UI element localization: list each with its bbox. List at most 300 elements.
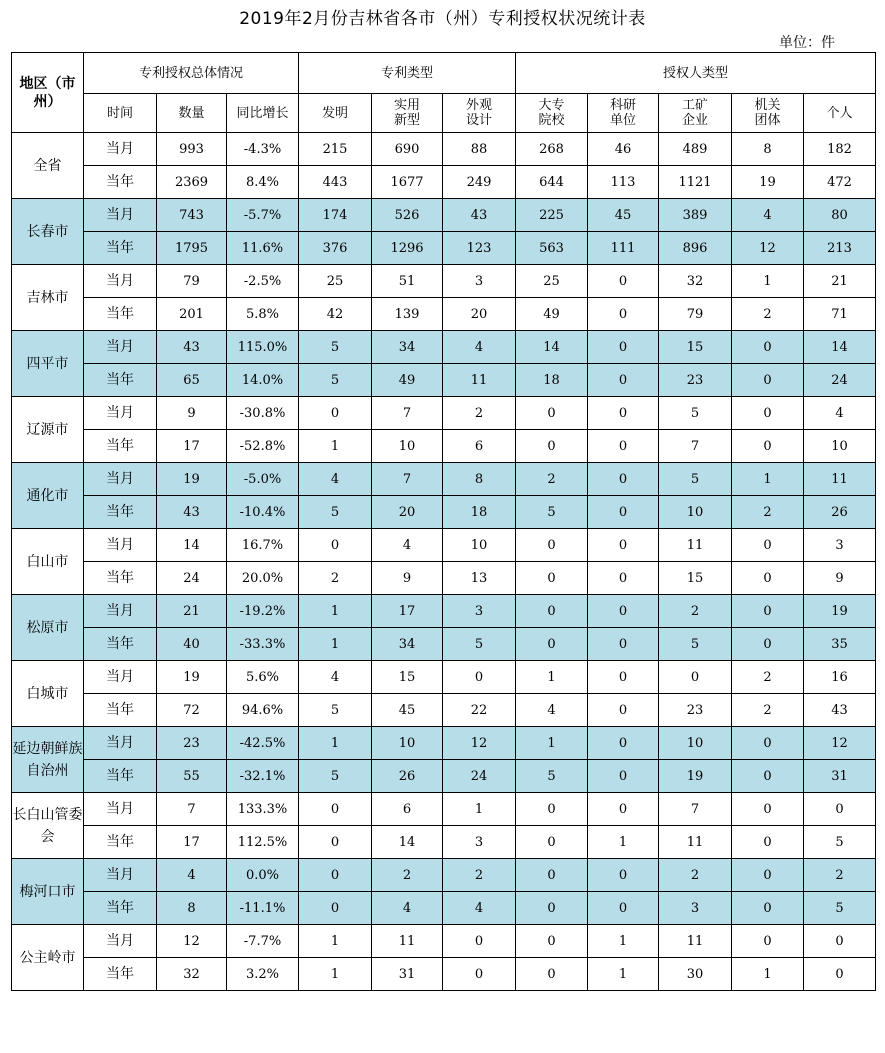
table-cell: 26 <box>372 760 443 793</box>
header-region: 地区（市州） <box>12 53 84 133</box>
table-cell: 23 <box>659 364 732 397</box>
table-cell: 24 <box>443 760 516 793</box>
table-cell: 9 <box>157 397 227 430</box>
table-cell: 0 <box>299 892 372 925</box>
table-row <box>12 133 876 166</box>
region-group <box>12 133 876 199</box>
table-cell: 1 <box>299 925 372 958</box>
table-cell: -33.3% <box>227 628 299 661</box>
table-cell: 49 <box>372 364 443 397</box>
table-cell: 0 <box>588 727 659 760</box>
period-cell: 当年 <box>84 562 157 595</box>
table-cell: 21 <box>157 595 227 628</box>
table-cell: 5 <box>299 496 372 529</box>
region-group <box>12 463 876 529</box>
table-cell: 0 <box>732 892 804 925</box>
table-cell: 0 <box>732 331 804 364</box>
table-cell: 5 <box>299 364 372 397</box>
table-cell: 0 <box>516 958 588 991</box>
table-cell: 11 <box>659 529 732 562</box>
region-name: 白山市 <box>12 529 84 595</box>
table-cell: 1677 <box>372 166 443 199</box>
table-cell: 4 <box>157 859 227 892</box>
table-cell: 0 <box>588 463 659 496</box>
region-name: 松原市 <box>12 595 84 661</box>
table-cell: 5 <box>659 628 732 661</box>
table-cell: 993 <box>157 133 227 166</box>
table-cell: -4.3% <box>227 133 299 166</box>
period-cell: 当年 <box>84 628 157 661</box>
region-group <box>12 793 876 859</box>
table-cell: 16 <box>804 661 876 694</box>
table-cell: 1 <box>516 661 588 694</box>
table-cell: 0 <box>588 496 659 529</box>
region-group <box>12 265 876 331</box>
table-cell: 17 <box>372 595 443 628</box>
table-cell: 1 <box>299 727 372 760</box>
header-group-grantee: 授权人类型 <box>516 53 876 94</box>
table-cell: 49 <box>516 298 588 331</box>
table-cell: 2369 <box>157 166 227 199</box>
table-cell: 17 <box>157 826 227 859</box>
table-cell: -7.7% <box>227 925 299 958</box>
header-group-type: 专利类型 <box>299 53 516 94</box>
region-group <box>12 661 876 727</box>
table-cell: 111 <box>588 232 659 265</box>
table-cell: 10 <box>804 430 876 463</box>
table-cell: 32 <box>157 958 227 991</box>
table-cell: 1 <box>299 430 372 463</box>
region-name: 全省 <box>12 133 84 199</box>
period-cell: 当年 <box>84 232 157 265</box>
table-cell: 644 <box>516 166 588 199</box>
table-cell: 0 <box>516 562 588 595</box>
table-cell: -2.5% <box>227 265 299 298</box>
table-cell: 4 <box>804 397 876 430</box>
table-cell: 16.7% <box>227 529 299 562</box>
header-col-yoy: 同比增长 <box>227 94 299 133</box>
table-cell: 5 <box>659 463 732 496</box>
period-cell: 当月 <box>84 133 157 166</box>
table-cell: 14 <box>516 331 588 364</box>
table-cell: 0 <box>588 364 659 397</box>
table-cell: 12 <box>443 727 516 760</box>
table-cell: 2 <box>516 463 588 496</box>
table-cell: 5.6% <box>227 661 299 694</box>
region-group <box>12 331 876 397</box>
table-cell: 43 <box>157 496 227 529</box>
table-cell: 0 <box>299 859 372 892</box>
table-cell: 43 <box>157 331 227 364</box>
table-cell: 0 <box>804 793 876 826</box>
table-cell: 94.6% <box>227 694 299 727</box>
table-cell: 5 <box>516 496 588 529</box>
table-cell: 213 <box>804 232 876 265</box>
table-row <box>12 661 876 694</box>
table-cell: 0 <box>732 859 804 892</box>
table-cell: 19 <box>804 595 876 628</box>
table-cell: 0 <box>299 529 372 562</box>
table-cell: 0 <box>299 826 372 859</box>
table-cell: 6 <box>443 430 516 463</box>
table-cell: 2 <box>732 694 804 727</box>
table-cell: -5.7% <box>227 199 299 232</box>
table-cell: 2 <box>443 397 516 430</box>
table-cell: 7 <box>372 397 443 430</box>
table-cell: 1795 <box>157 232 227 265</box>
table-cell: 0 <box>516 628 588 661</box>
table-cell: 7 <box>659 430 732 463</box>
table-cell: 65 <box>157 364 227 397</box>
table-row <box>12 760 876 793</box>
table-cell: 9 <box>372 562 443 595</box>
table-cell: 45 <box>372 694 443 727</box>
table-cell: 1 <box>732 265 804 298</box>
region-name: 公主岭市 <box>12 925 84 991</box>
table-cell: 5 <box>299 760 372 793</box>
table-cell: 5 <box>804 826 876 859</box>
table-cell: 5 <box>299 331 372 364</box>
table-cell: 215 <box>299 133 372 166</box>
table-cell: 0 <box>588 793 659 826</box>
table-row <box>12 628 876 661</box>
table-cell: -5.0% <box>227 463 299 496</box>
table-cell: 4 <box>516 694 588 727</box>
table-cell: 34 <box>372 331 443 364</box>
table-row <box>12 463 876 496</box>
table-row <box>12 925 876 958</box>
patent-stats-table <box>11 52 876 991</box>
table-cell: 20 <box>372 496 443 529</box>
table-cell: 0 <box>588 298 659 331</box>
period-cell: 当月 <box>84 199 157 232</box>
table-cell: 0 <box>516 892 588 925</box>
table-cell: 0 <box>732 397 804 430</box>
table-cell: 0 <box>588 694 659 727</box>
table-cell: 0 <box>516 595 588 628</box>
period-cell: 当月 <box>84 595 157 628</box>
table-cell: 55 <box>157 760 227 793</box>
period-cell: 当年 <box>84 430 157 463</box>
header-columns-row <box>12 94 876 133</box>
table-cell: 18 <box>443 496 516 529</box>
table-cell: 12 <box>157 925 227 958</box>
table-cell: 0 <box>588 628 659 661</box>
table-cell: 34 <box>372 628 443 661</box>
table-row <box>12 364 876 397</box>
table-cell: 1 <box>732 958 804 991</box>
period-cell: 当年 <box>84 166 157 199</box>
table-cell: 112.5% <box>227 826 299 859</box>
table-cell: 743 <box>157 199 227 232</box>
table-cell: 0 <box>732 595 804 628</box>
period-cell: 当月 <box>84 463 157 496</box>
table-cell: 0 <box>732 628 804 661</box>
table-cell: 1 <box>588 958 659 991</box>
table-cell: 79 <box>157 265 227 298</box>
table-cell: 3 <box>443 595 516 628</box>
table-cell: 2 <box>443 859 516 892</box>
unit-label: 单位：件 <box>779 35 835 51</box>
table-row <box>12 562 876 595</box>
region-group <box>12 397 876 463</box>
table-cell: 0 <box>443 661 516 694</box>
region-name: 梅河口市 <box>12 859 84 925</box>
table-cell: 79 <box>659 298 732 331</box>
region-name: 长白山管委会 <box>12 793 84 859</box>
table-cell: 11 <box>443 364 516 397</box>
period-cell: 当月 <box>84 397 157 430</box>
table-cell: 1 <box>732 463 804 496</box>
period-cell: 当月 <box>84 925 157 958</box>
table-cell: 2 <box>659 595 732 628</box>
region-group <box>12 859 876 925</box>
table-cell: 8.4% <box>227 166 299 199</box>
table-cell: -32.1% <box>227 760 299 793</box>
table-cell: -10.4% <box>227 496 299 529</box>
table-cell: 0 <box>588 331 659 364</box>
table-cell: 6 <box>372 793 443 826</box>
table-cell: 42 <box>299 298 372 331</box>
table-cell: 18 <box>516 364 588 397</box>
table-row <box>12 826 876 859</box>
table-row <box>12 232 876 265</box>
table-cell: 0 <box>732 760 804 793</box>
table-cell: 0 <box>299 793 372 826</box>
region-name: 白城市 <box>12 661 84 727</box>
region-name: 通化市 <box>12 463 84 529</box>
table-cell: 24 <box>804 364 876 397</box>
header-col-utility: 实用新型 <box>372 94 443 133</box>
header-col-invention: 发明 <box>299 94 372 133</box>
period-cell: 当月 <box>84 859 157 892</box>
table-cell: 46 <box>588 133 659 166</box>
table-cell: 1296 <box>372 232 443 265</box>
table-cell: 14.0% <box>227 364 299 397</box>
table-cell: 19 <box>659 760 732 793</box>
table-cell: 0 <box>732 727 804 760</box>
table-cell: 225 <box>516 199 588 232</box>
table-cell: 4 <box>372 529 443 562</box>
table-cell: 0 <box>516 529 588 562</box>
table-cell: 268 <box>516 133 588 166</box>
table-cell: 0 <box>588 595 659 628</box>
table-cell: 0 <box>732 826 804 859</box>
header-col-research: 科研单位 <box>588 94 659 133</box>
table-cell: 51 <box>372 265 443 298</box>
period-cell: 当年 <box>84 958 157 991</box>
table-cell: 2 <box>732 661 804 694</box>
table-cell: 20 <box>443 298 516 331</box>
table-row <box>12 727 876 760</box>
table-cell: 489 <box>659 133 732 166</box>
table-cell: 31 <box>804 760 876 793</box>
table-cell: 12 <box>804 727 876 760</box>
period-cell: 当月 <box>84 661 157 694</box>
header-col-design: 外观设计 <box>443 94 516 133</box>
table-cell: 32 <box>659 265 732 298</box>
table-row <box>12 496 876 529</box>
table-cell: -19.2% <box>227 595 299 628</box>
table-cell: 71 <box>804 298 876 331</box>
region-group <box>12 595 876 661</box>
table-cell: 0 <box>588 760 659 793</box>
table-cell: 19 <box>157 661 227 694</box>
table-cell: 174 <box>299 199 372 232</box>
table-cell: 1 <box>299 595 372 628</box>
table-cell: 15 <box>659 331 732 364</box>
table-cell: 249 <box>443 166 516 199</box>
region-group <box>12 925 876 991</box>
table-cell: 0 <box>588 892 659 925</box>
table-cell: 40 <box>157 628 227 661</box>
table-cell: 10 <box>443 529 516 562</box>
header-col-enterprise: 工矿企业 <box>659 94 732 133</box>
table-cell: 1 <box>443 793 516 826</box>
table-cell: 133.3% <box>227 793 299 826</box>
table-cell: 8 <box>443 463 516 496</box>
table-cell: 13 <box>443 562 516 595</box>
table-cell: 5.8% <box>227 298 299 331</box>
table-row <box>12 331 876 364</box>
table-cell: 0 <box>588 661 659 694</box>
table-cell: 7 <box>659 793 732 826</box>
table-cell: 1 <box>299 628 372 661</box>
table-cell: 0 <box>588 529 659 562</box>
period-cell: 当月 <box>84 793 157 826</box>
table-cell: 88 <box>443 133 516 166</box>
table-cell: 182 <box>804 133 876 166</box>
table-cell: -30.8% <box>227 397 299 430</box>
table-cell: 10 <box>372 727 443 760</box>
table-cell: 0 <box>659 661 732 694</box>
table-cell: 0 <box>516 793 588 826</box>
region-name: 辽源市 <box>12 397 84 463</box>
table-cell: 15 <box>372 661 443 694</box>
table-row <box>12 166 876 199</box>
table-cell: 2 <box>732 298 804 331</box>
table-cell: 0 <box>732 430 804 463</box>
period-cell: 当年 <box>84 826 157 859</box>
region-name: 吉林市 <box>12 265 84 331</box>
table-cell: 4 <box>299 463 372 496</box>
table-cell: 3 <box>443 265 516 298</box>
table-cell: 80 <box>804 199 876 232</box>
table-cell: 23 <box>659 694 732 727</box>
period-cell: 当年 <box>84 364 157 397</box>
table-cell: 0 <box>732 364 804 397</box>
table-cell: 7 <box>157 793 227 826</box>
table-row <box>12 265 876 298</box>
table-cell: 25 <box>516 265 588 298</box>
table-cell: 0 <box>732 562 804 595</box>
table-cell: 0 <box>443 925 516 958</box>
table-row <box>12 397 876 430</box>
table-cell: 201 <box>157 298 227 331</box>
period-cell: 当月 <box>84 265 157 298</box>
period-cell: 当月 <box>84 529 157 562</box>
table-cell: 12 <box>732 232 804 265</box>
period-cell: 当年 <box>84 694 157 727</box>
table-cell: 11 <box>659 826 732 859</box>
table-row <box>12 595 876 628</box>
table-cell: 0 <box>516 859 588 892</box>
table-cell: 1 <box>299 958 372 991</box>
page-title: 2019年2月份吉林省各市（州）专利授权状况统计表 <box>239 9 646 29</box>
table-cell: 3.2% <box>227 958 299 991</box>
table-row <box>12 430 876 463</box>
table-cell: 0 <box>732 529 804 562</box>
table-cell: 5 <box>443 628 516 661</box>
table-cell: 4 <box>732 199 804 232</box>
table-cell: 3 <box>804 529 876 562</box>
table-cell: 472 <box>804 166 876 199</box>
table-row <box>12 859 876 892</box>
table-cell: 563 <box>516 232 588 265</box>
header-group-total: 专利授权总体情况 <box>84 53 299 94</box>
period-cell: 当月 <box>84 331 157 364</box>
region-group <box>12 529 876 595</box>
table-cell: 0 <box>516 430 588 463</box>
table-cell: 4 <box>443 331 516 364</box>
table-cell: 23 <box>157 727 227 760</box>
table-row <box>12 892 876 925</box>
table-row <box>12 694 876 727</box>
table-cell: 1 <box>516 727 588 760</box>
table-cell: 0 <box>588 562 659 595</box>
table-cell: 14 <box>804 331 876 364</box>
table-cell: 43 <box>443 199 516 232</box>
table-cell: 20.0% <box>227 562 299 595</box>
table-row <box>12 298 876 331</box>
region-name: 延边朝鲜族自治州 <box>12 727 84 793</box>
table-cell: 1 <box>588 925 659 958</box>
table-cell: 0 <box>732 925 804 958</box>
table-cell: 0.0% <box>227 859 299 892</box>
table-cell: 10 <box>659 727 732 760</box>
table-cell: 11 <box>659 925 732 958</box>
period-cell: 当年 <box>84 496 157 529</box>
table-cell: -42.5% <box>227 727 299 760</box>
table-cell: 7 <box>372 463 443 496</box>
header-col-count: 数量 <box>157 94 227 133</box>
table-cell: 35 <box>804 628 876 661</box>
table-cell: 5 <box>299 694 372 727</box>
table-cell: 4 <box>443 892 516 925</box>
table-cell: 26 <box>804 496 876 529</box>
table-row <box>12 199 876 232</box>
region-group <box>12 727 876 793</box>
table-cell: 0 <box>516 397 588 430</box>
table-cell: 0 <box>299 397 372 430</box>
table-cell: 17 <box>157 430 227 463</box>
table-cell: 1 <box>588 826 659 859</box>
table-cell: 11 <box>804 463 876 496</box>
table-cell: 139 <box>372 298 443 331</box>
region-name: 长春市 <box>12 199 84 265</box>
table-cell: 10 <box>659 496 732 529</box>
table-cell: 0 <box>588 397 659 430</box>
table-cell: 0 <box>588 265 659 298</box>
table-cell: 11 <box>372 925 443 958</box>
table-cell: 0 <box>588 859 659 892</box>
table-cell: 113 <box>588 166 659 199</box>
table-cell: 0 <box>588 430 659 463</box>
table-cell: 0 <box>804 925 876 958</box>
table-cell: 5 <box>516 760 588 793</box>
table-cell: 72 <box>157 694 227 727</box>
table-cell: 24 <box>157 562 227 595</box>
